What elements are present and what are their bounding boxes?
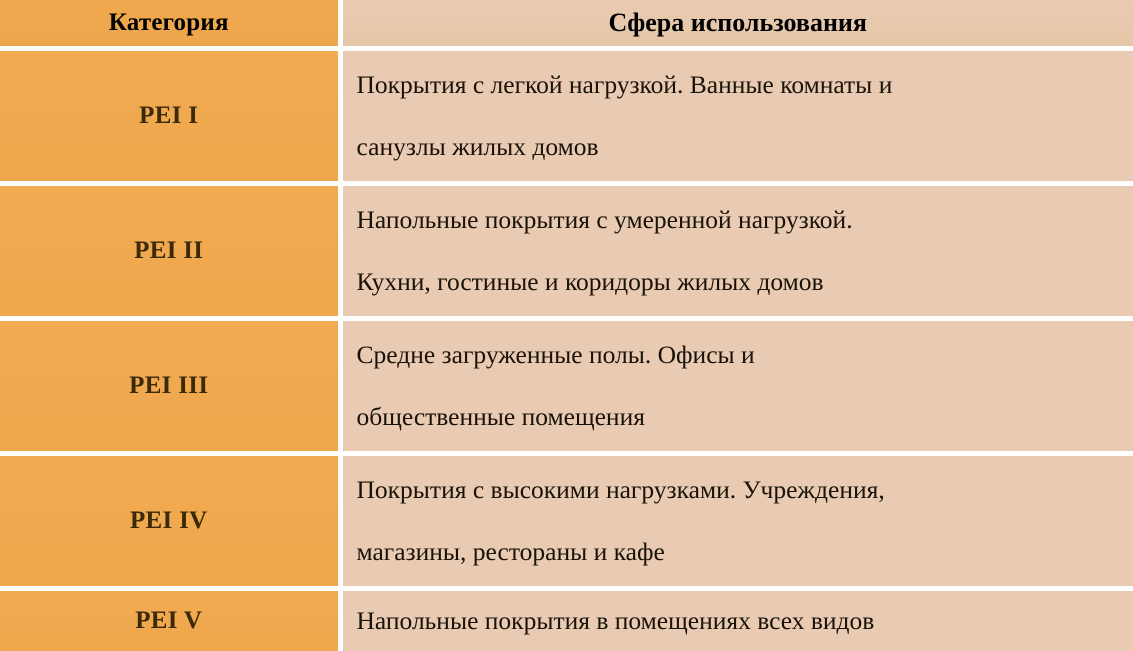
table-row <box>0 183 1133 318</box>
description-line: магазины, рестораны и кафе <box>357 521 1133 583</box>
cell-category-pei-5: PEI V <box>0 588 340 651</box>
table-row <box>0 453 1133 588</box>
description-line: Кухни, гостиные и коридоры жилых домов <box>357 251 1133 313</box>
header-cell-application: Сфера использования <box>340 0 1133 48</box>
cell-application-pei-2 <box>340 183 1133 318</box>
header-cell-category: Категория <box>0 0 340 48</box>
cell-application-pei-5 <box>340 588 1133 651</box>
cell-application-pei-3 <box>340 318 1133 453</box>
description-line: санузлы жилых домов <box>357 116 1133 178</box>
description-line: общественные помещения <box>357 386 1133 448</box>
cell-category-pei-4: PEI IV <box>0 453 340 588</box>
cell-application-pei-4 <box>340 453 1133 588</box>
description-line: Покрытия с легкой нагрузкой. Ванные комнаты и <box>357 54 1133 116</box>
cell-category-pei-1: PEI I <box>0 48 340 183</box>
description-line: Напольные покрытия с умеренной нагрузкой. <box>357 189 1133 251</box>
table-row <box>0 318 1133 453</box>
table-header-row <box>0 0 1133 48</box>
cell-category-pei-3: PEI III <box>0 318 340 453</box>
table-row <box>0 48 1133 183</box>
description-line: Средне загруженные полы. Офисы и <box>357 324 1133 386</box>
cell-category-pei-2: PEI II <box>0 183 340 318</box>
description-line: Напольные покрытия в помещениях всех видов <box>357 591 1133 651</box>
description-line: Покрытия с высокими нагрузками. Учреждения, <box>357 459 1133 521</box>
cell-application-pei-1 <box>340 48 1133 183</box>
table-row <box>0 588 1133 651</box>
